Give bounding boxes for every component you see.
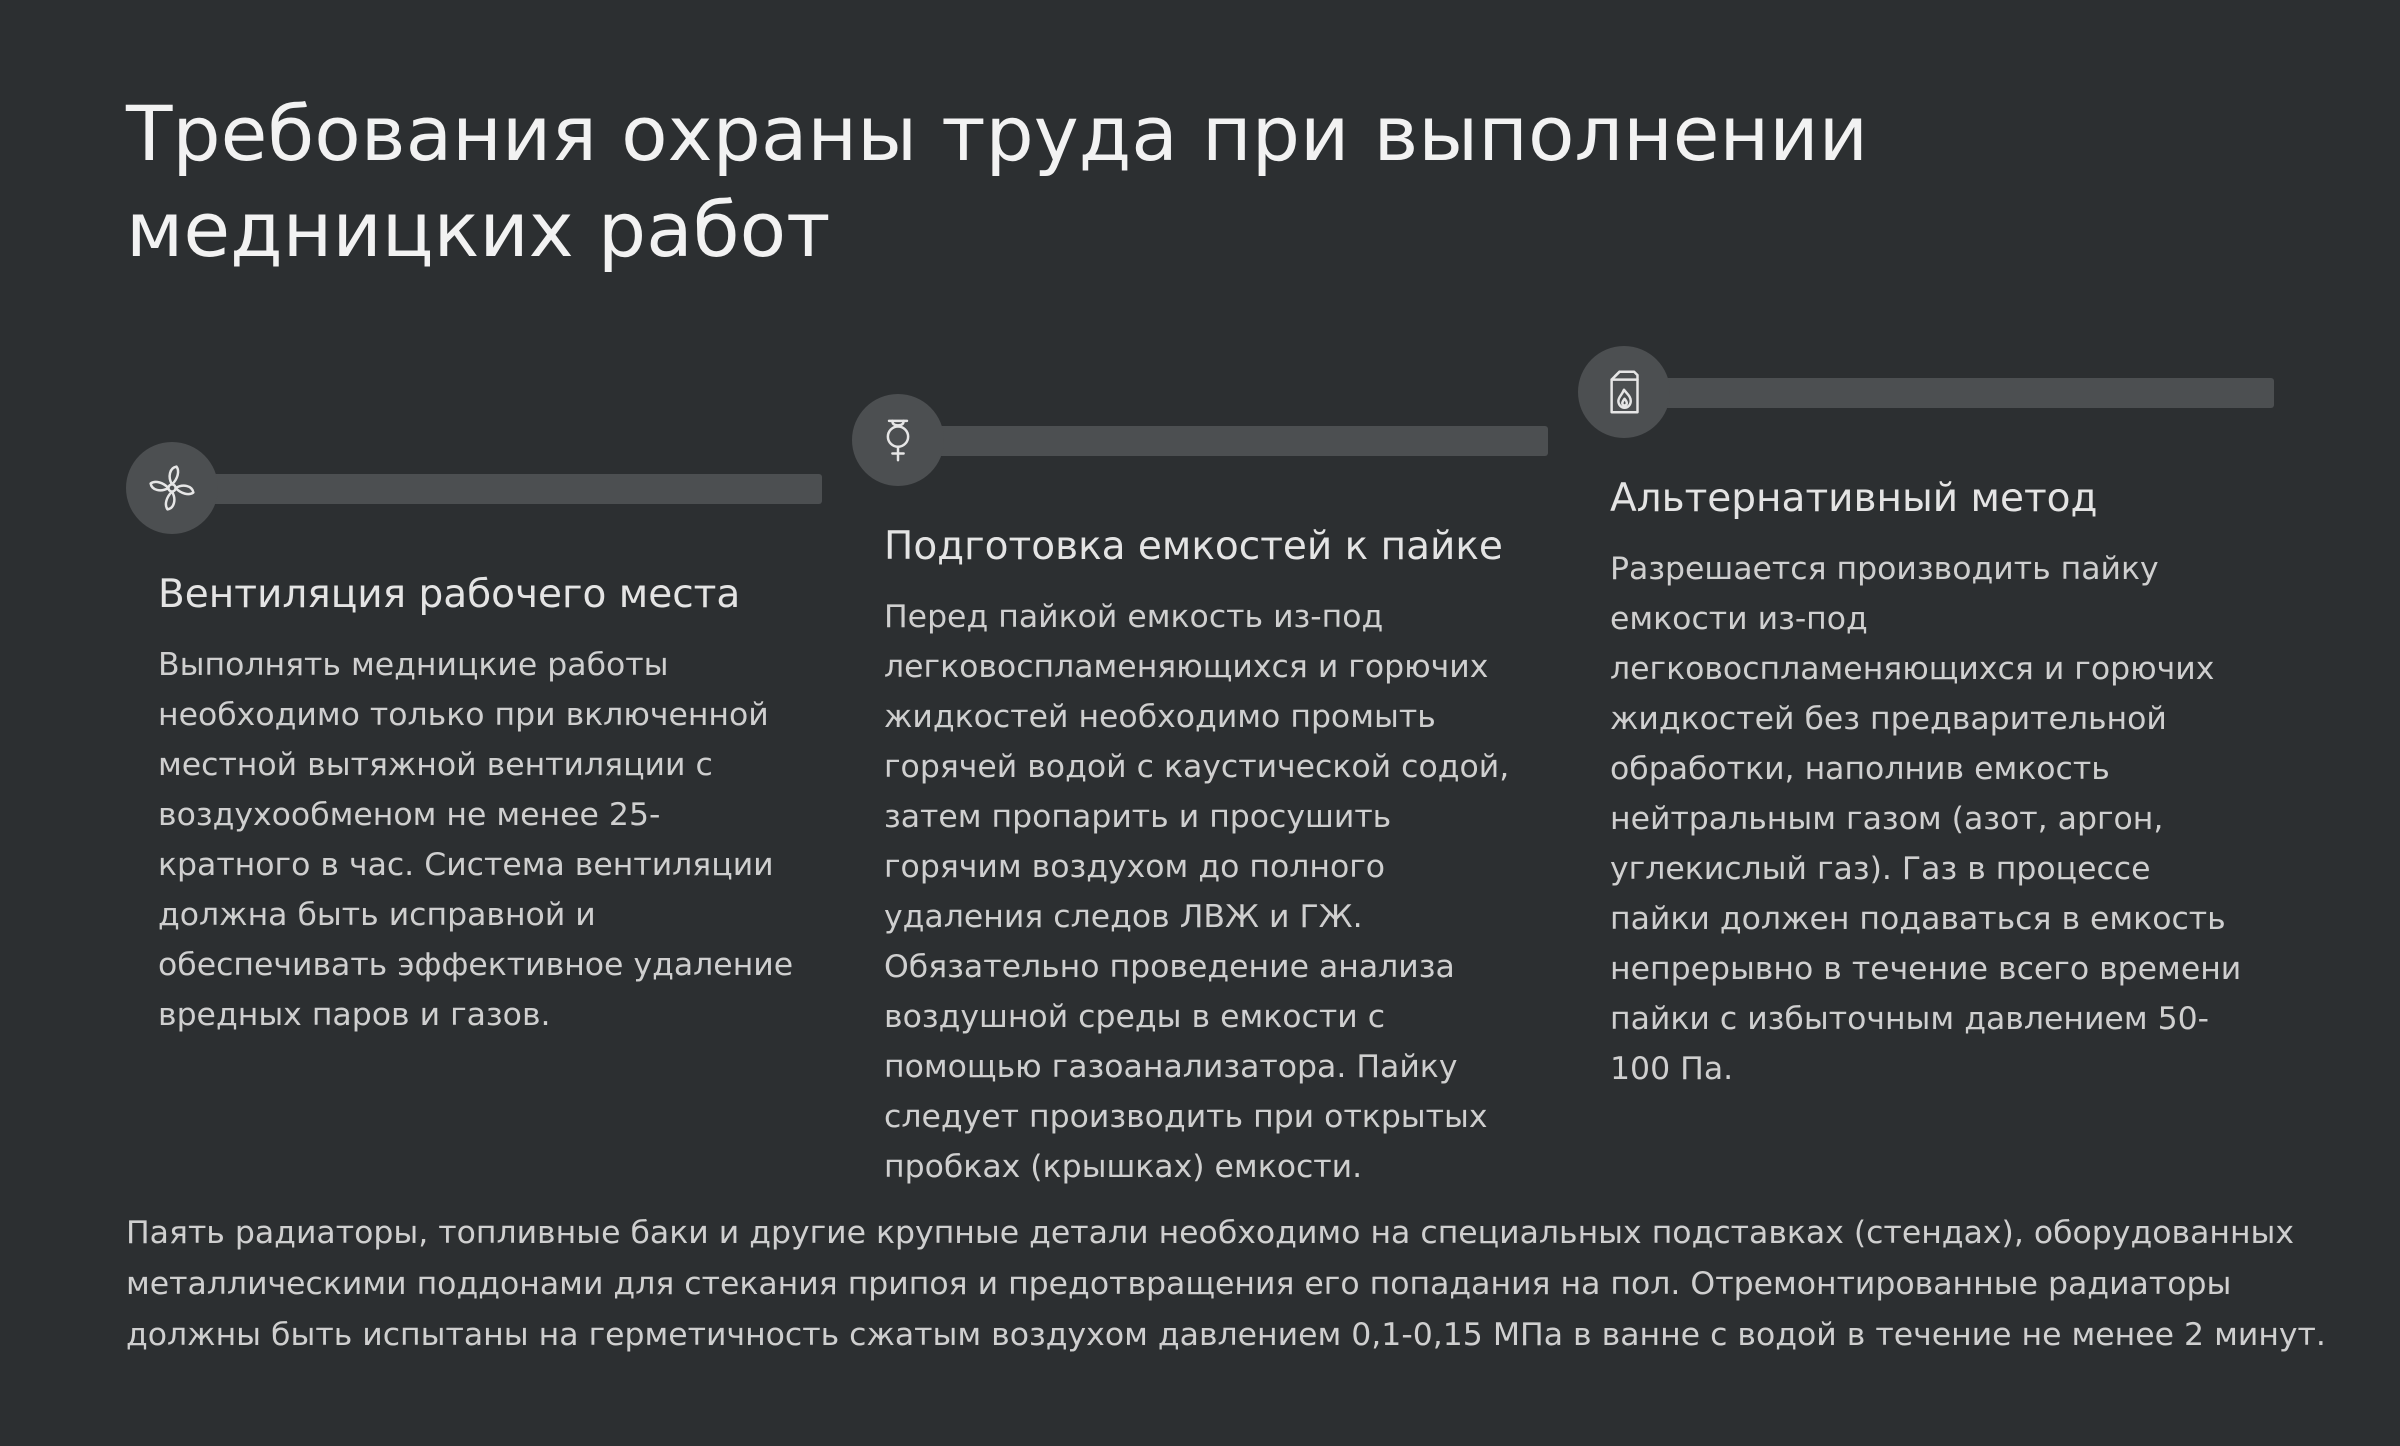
step-alternative-method (1578, 346, 2278, 1094)
step-icon-circle (126, 442, 218, 534)
step-progress-bar (1658, 378, 2274, 408)
flask-icon (871, 413, 925, 467)
step-description: Выполнять медницкие работы необходимо только при включенной местной вытяжной вентиляции с воздухообменом не менее 25-кратного в час. Система вентиляции должна быть исправной и обеспечивать эффективное удаление вредных паров и газов. (158, 647, 794, 1033)
step-title: Подготовка емкостей к пайке (884, 524, 1503, 569)
step-icon-circle (852, 394, 944, 486)
step-header (1578, 346, 2278, 438)
step-description: Перед пайкой емкость из-под легковоспламеняющихся и горючих жидкостей необходимо промыть горячей водой с каустической содой, затем пропарить и просушить горячим воздухом до полного удаления следов ЛВЖ и ГЖ. Обязательно проведение анализа воздушной среды в емкости с помощью газоанализатора. Пайку следует производить при открытых пробках (крышках) емкости. (884, 599, 1510, 1185)
fan-icon (145, 461, 199, 515)
fuel-canister-icon (1597, 365, 1651, 419)
step-progress-bar (206, 474, 822, 504)
step-title: Вентиляция рабочего места (158, 572, 741, 617)
page-title: Требования охраны труда при выполнении медницких работ (126, 89, 1868, 274)
step-description: Разрешается производить пайку емкости из-под легковоспламеняющихся и горючих жидкостей без предварительной обработки, наполнив емкость нейтральным газом (азот, аргон, углекислый газ). Газ в процессе пайки должен подаваться в емкость непрерывно в течение всего времени пайки с избыточным давлением 50-100 Па. (1610, 551, 2242, 1087)
step-tank-preparation (852, 394, 1552, 1192)
step-header (852, 394, 1552, 486)
step-title: Альтернативный метод (1610, 476, 2098, 521)
footer-note: Паять радиаторы, топливные баки и другие крупные детали необходимо на специальных подставках (стендах), оборудованных металлическими поддонами для стекания припоя и предотвращения его попадания на пол. Отремонтированные радиаторы должны быть испытаны на герметичность сжатым воздухом давлением 0,1-0,15 МПа в ванне с водой в течение не менее 2 минут. (126, 1215, 2326, 1353)
step-header (126, 442, 826, 534)
step-icon-circle (1578, 346, 1670, 438)
step-progress-bar (932, 426, 1548, 456)
step-ventilation (126, 442, 826, 1040)
